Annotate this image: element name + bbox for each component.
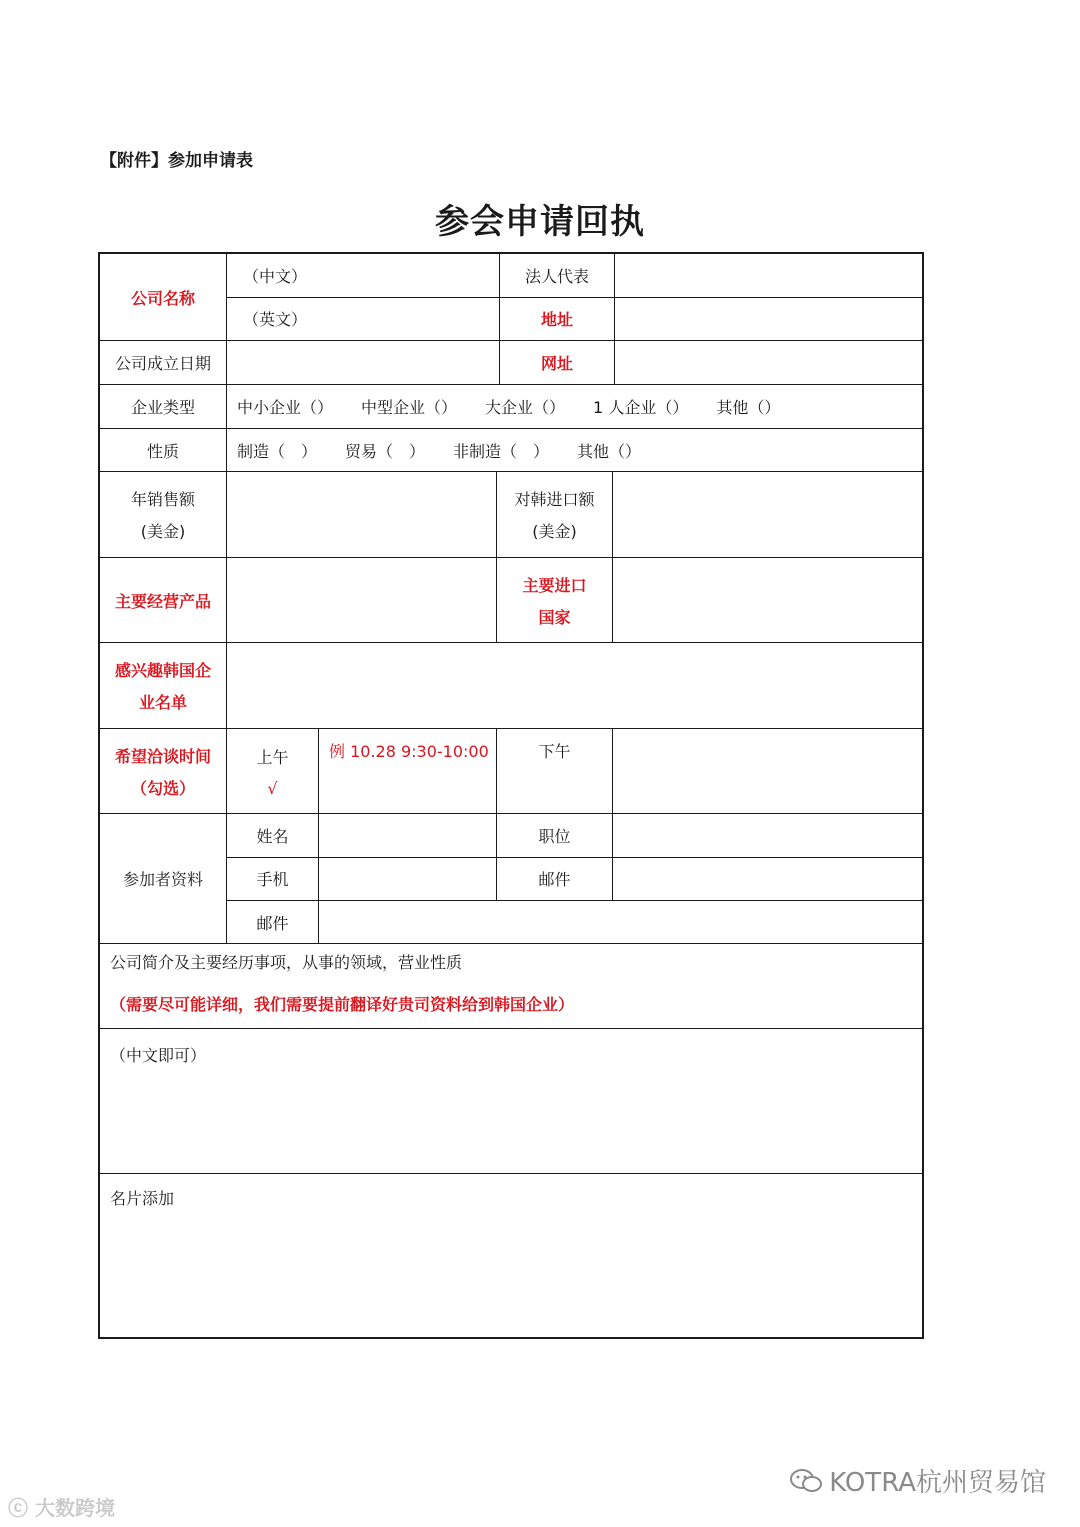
option-medium[interactable]: 中型企业（） <box>361 398 458 417</box>
company-name-cn-field[interactable]: （中文） <box>226 254 499 297</box>
address-label: 地址 <box>499 297 614 340</box>
am-check-mark: √ <box>267 778 278 798</box>
company-name-label: 公司名称 <box>130 288 195 308</box>
nature-options <box>226 429 922 471</box>
founded-field[interactable] <box>226 341 499 384</box>
website-field[interactable] <box>614 341 922 384</box>
row-intro-heading <box>100 944 922 1029</box>
interest-companies-label: 感兴趣韩国企 业名单 <box>114 660 211 713</box>
row-meeting-time <box>100 729 922 814</box>
watermark-right: KOTRA杭州贸易馆 <box>789 1462 1046 1499</box>
email-label-2: 邮件 <box>226 900 318 944</box>
row-founded <box>100 341 922 385</box>
option-large[interactable]: 大企业（） <box>485 398 566 417</box>
wechat-icon <box>789 1467 823 1495</box>
enterprise-type-options <box>226 385 922 428</box>
korea-import-label: 对韩进口额 (美金) <box>496 472 612 557</box>
phone-label: 手机 <box>226 857 318 900</box>
option-manufacturing[interactable]: 制造（ ） <box>237 441 318 461</box>
option-nature-other[interactable]: 其他（） <box>577 441 642 461</box>
watermark-left: ⓒ 大数跨境 <box>8 1496 115 1520</box>
option-non-manufacturing[interactable]: 非制造（ ） <box>453 441 550 461</box>
option-one-person[interactable]: 1 人企业（） <box>593 398 689 417</box>
option-sme[interactable]: 中小企业（） <box>237 398 334 417</box>
row-enterprise-type <box>100 385 922 429</box>
row-intro-content[interactable] <box>100 1029 922 1174</box>
participant-label: 参加者资料 <box>122 870 203 889</box>
main-products-label: 主要经营产品 <box>114 591 211 611</box>
meeting-time-label: 希望洽谈时间 （勾选） <box>114 746 211 798</box>
intro-label: 公司简介及主要经历事项，从事的领域，营业性质 <box>110 953 463 972</box>
name-field[interactable] <box>318 814 496 857</box>
company-name-en-field[interactable]: （英文） <box>226 297 499 340</box>
business-card-label: 名片添加 <box>110 1189 175 1208</box>
phone-field[interactable] <box>318 857 496 900</box>
main-import-country-field[interactable] <box>612 558 922 642</box>
annual-sales-label: 年销售额 (美金) <box>130 489 195 542</box>
korea-import-field[interactable] <box>612 472 922 557</box>
pm-time-field[interactable] <box>612 729 922 813</box>
main-import-country-label: 主要进口 国家 <box>496 558 612 642</box>
form-title: 参会申请回执 <box>435 202 645 242</box>
intro-note: （需要尽可能详细，我们需要提前翻译好贵司资料给到韩国企业） <box>110 995 575 1014</box>
pm-label: 下午 <box>496 729 612 813</box>
row-nature <box>100 429 922 472</box>
enterprise-type-label: 企业类型 <box>130 398 195 417</box>
row-interest <box>100 643 922 729</box>
am-time-field[interactable]: 例 10.28 9:30-10:00 <box>318 729 496 813</box>
position-label: 职位 <box>496 814 612 857</box>
legal-rep-label: 法人代表 <box>499 254 614 297</box>
interest-companies-field[interactable] <box>226 643 922 728</box>
logo-icon: ⓒ <box>8 1496 28 1520</box>
row-participant <box>100 814 922 944</box>
legal-rep-field[interactable] <box>614 254 922 297</box>
row-products <box>100 558 922 643</box>
position-field[interactable] <box>612 814 922 857</box>
am-cell[interactable] <box>226 729 318 813</box>
name-label: 姓名 <box>226 814 318 857</box>
chinese-ok-note: （中文即可） <box>110 1046 207 1065</box>
email-label-1: 邮件 <box>496 857 612 900</box>
row-company-name <box>100 254 922 341</box>
row-sales <box>100 472 922 558</box>
email-field-1[interactable] <box>612 857 922 900</box>
option-other[interactable]: 其他（） <box>716 398 781 417</box>
founded-label: 公司成立日期 <box>114 354 211 373</box>
annual-sales-field[interactable] <box>226 472 496 557</box>
attachment-label: 【附件】参加申请表 <box>100 151 253 171</box>
nature-label: 性质 <box>146 441 179 461</box>
address-field[interactable] <box>614 297 922 340</box>
row-business-card[interactable] <box>100 1174 922 1337</box>
option-trade[interactable]: 贸易（ ） <box>345 441 426 461</box>
am-label: 上午 <box>256 747 289 767</box>
application-form <box>98 252 924 1339</box>
website-label: 网址 <box>499 341 614 384</box>
main-products-field[interactable] <box>226 558 496 642</box>
email-field-2[interactable] <box>318 900 922 944</box>
